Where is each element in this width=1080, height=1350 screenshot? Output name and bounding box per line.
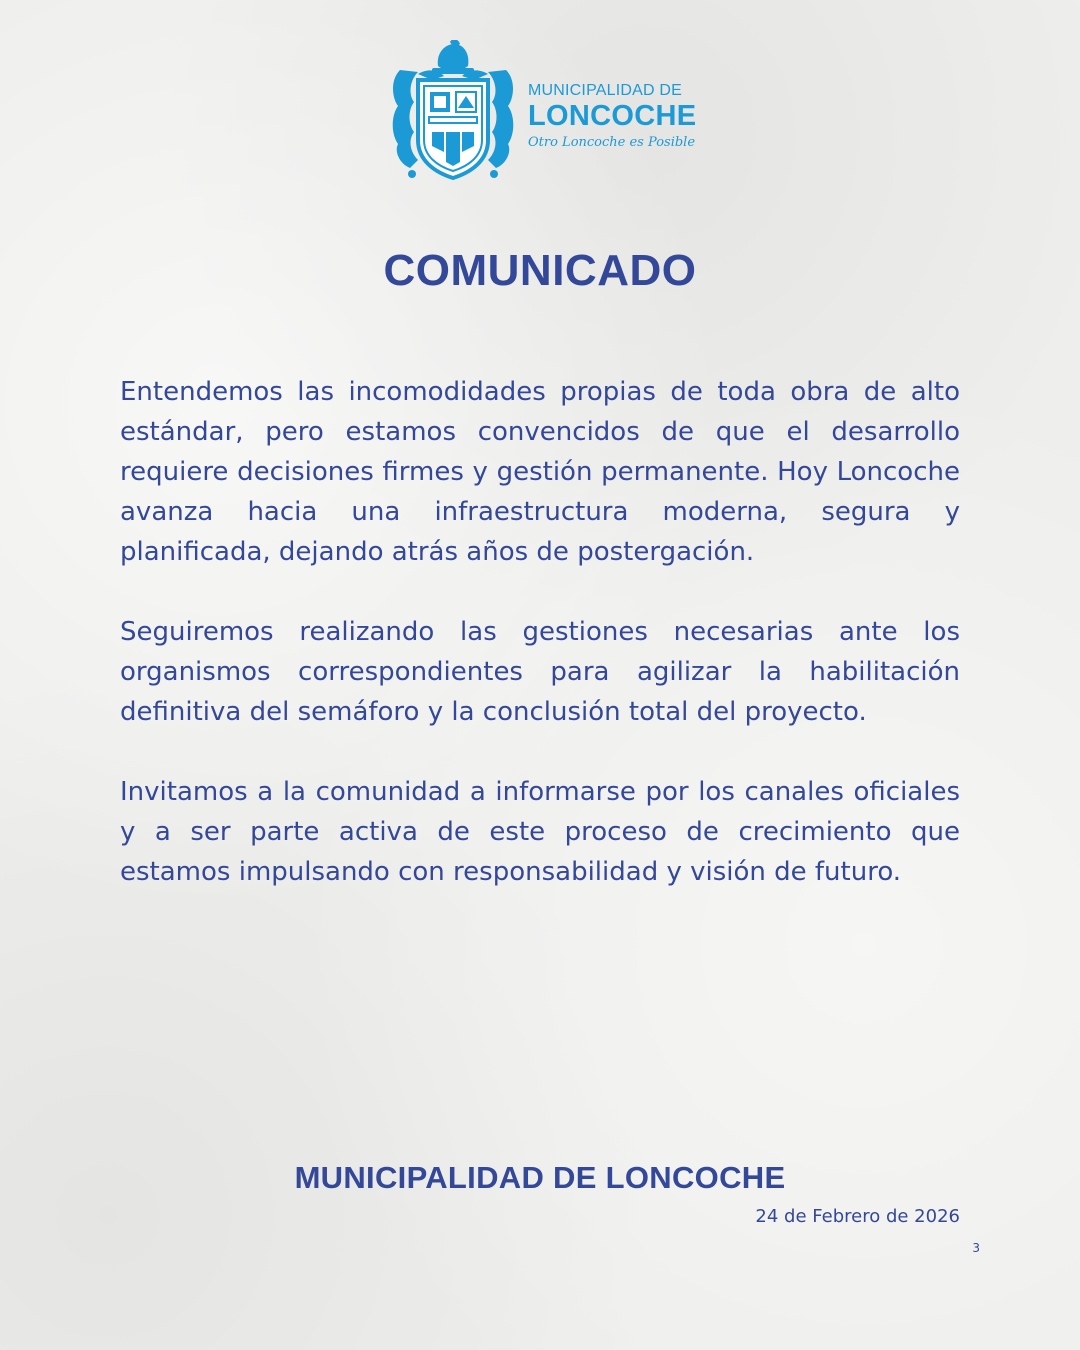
body-paragraph-1: Entendemos las incomodidades propias de toda obra de alto estándar, pero estamos convencidos de que el desarrollo requiere decisiones firmes y gestión permanente. Hoy Loncoche avanza hacia una infraestructura moderna, segura y planificada, dejando atrás años de postergación. (120, 377, 960, 567)
municipal-logo (388, 40, 698, 182)
coat-of-arms-icon (388, 40, 518, 182)
page-title: COMUNICADO (383, 246, 697, 295)
logo-wordmark (528, 82, 698, 152)
page-number: 3 (972, 1241, 980, 1255)
logo-line-municipalidad: MUNICIPALIDAD DE (528, 82, 683, 99)
publication-date: 24 de Febrero de 2026 (755, 1206, 960, 1227)
body-paragraph-3: Invitamos a la comunidad a informarse por los canales oficiales y a ser parte activa de este proceso de crecimiento que estamos impulsando con responsabilidad y visión de futuro. (120, 777, 960, 887)
body-paragraph-2: Seguiremos realizando las gestiones necesarias ante los organismos correspondientes para agilizar la habilitación definitiva del semáforo y la conclusión total del proyecto. (120, 617, 960, 727)
signature: MUNICIPALIDAD DE LONCOCHE (294, 1160, 786, 1195)
logo-slogan: Otro Loncoche es Posible (528, 135, 696, 150)
logo-line-loncoche: LONCOCHE (528, 100, 697, 132)
communique-body (120, 372, 960, 932)
